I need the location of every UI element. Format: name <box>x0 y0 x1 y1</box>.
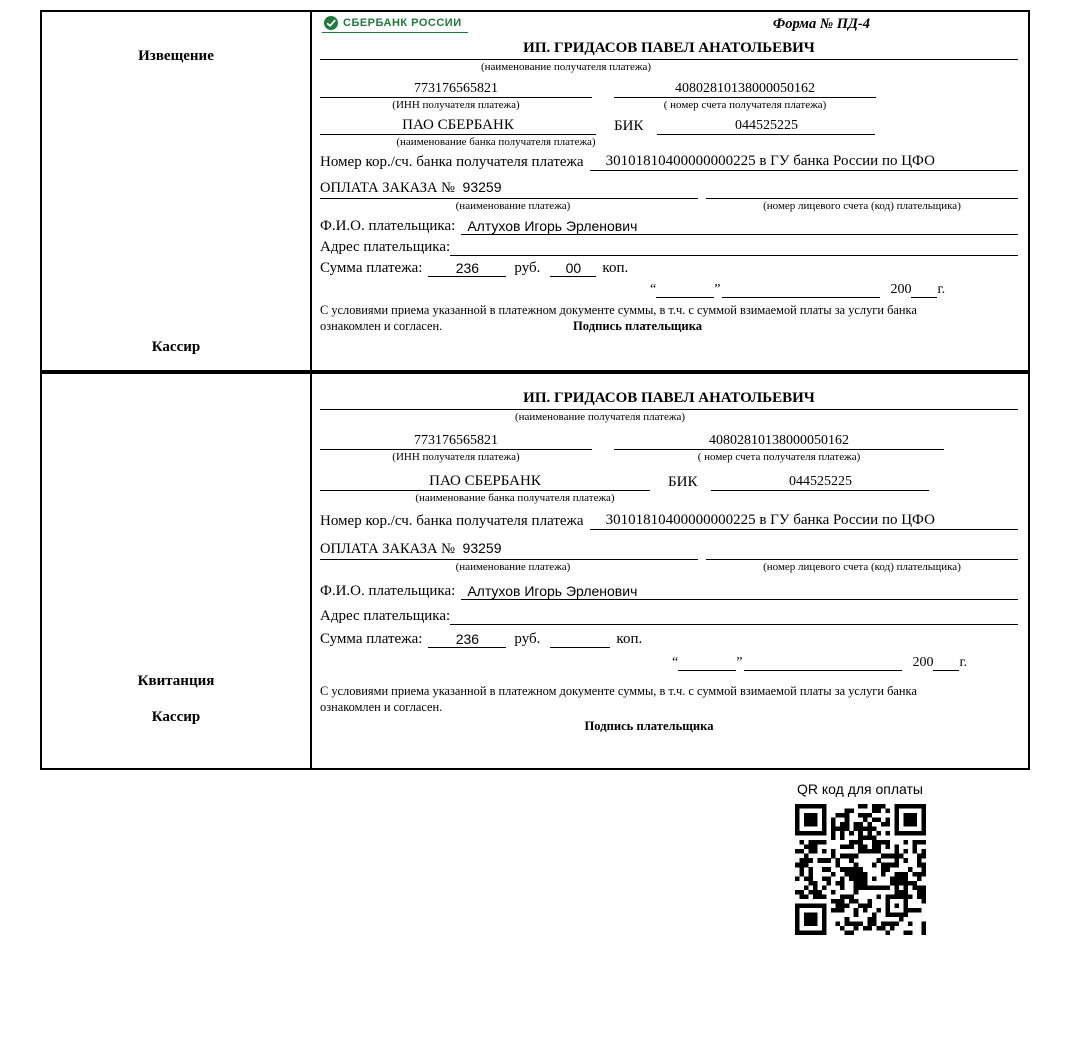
date-day-field <box>656 281 714 298</box>
rub-label: руб. <box>514 260 541 276</box>
notice-section <box>40 10 1030 372</box>
date-month-field <box>744 654 902 671</box>
sum-label: Сумма платежа: <box>320 631 423 647</box>
bik-field: 044525225 <box>711 474 929 491</box>
agreement-block <box>320 683 978 735</box>
amount-kop-field <box>550 631 610 648</box>
kop-label: коп. <box>616 631 643 647</box>
personal-account-field <box>706 182 1018 199</box>
personal-account-caption: (номер лицевого счета (код) плательщика) <box>763 200 961 212</box>
payer-label: Ф.И.О. плательщика: <box>320 218 456 234</box>
kop-label: коп. <box>602 260 629 276</box>
agreement-text: С условиями приема указанной в платежном документе суммы, в т.ч. с суммой взимаемой платы за услуги банка ознакомлен и согласен. <box>320 684 917 715</box>
bank-name-field: ПАО СБЕРБАНК <box>320 117 596 135</box>
notice-stub <box>42 12 312 370</box>
inn-field: 773176565821 <box>320 81 592 98</box>
payer-label: Ф.И.О. плательщика: <box>320 583 456 599</box>
amount-rub-field: 236 <box>428 631 506 648</box>
receipt-stub <box>42 374 312 768</box>
signature-label: Подпись плательщика <box>573 318 703 333</box>
payment-purpose-field <box>320 540 698 560</box>
signature-label: Подпись плательщика <box>584 719 714 734</box>
bik-label: БИК <box>614 118 644 134</box>
quote-close: ” <box>736 655 743 670</box>
personal-account-caption: (номер лицевого счета (код) плательщика) <box>763 561 961 573</box>
date-month-field <box>722 281 880 298</box>
purpose-label: ОПЛАТА ЗАКАЗА № <box>320 541 455 557</box>
purpose-label: ОПЛАТА ЗАКАЗА № <box>320 180 455 196</box>
form-number: Форма № ПД-4 <box>772 16 870 32</box>
date-line <box>650 281 1018 298</box>
payment-purpose-field <box>320 179 698 199</box>
sum-label: Сумма платежа: <box>320 260 423 276</box>
receipt-section <box>40 372 1030 770</box>
qr-label: QR код для оплаты <box>796 781 923 797</box>
inn-caption: (ИНН получателя платежа) <box>392 451 520 463</box>
quote-open: “ <box>672 655 679 670</box>
inn-field: 773176565821 <box>320 433 592 450</box>
date-line <box>672 654 1018 671</box>
agreement-text: С условиями приема указанной в платежном документе суммы, в т.ч. с суммой взимаемой платы за услуги банка ознакомлен и согласен. <box>320 303 917 334</box>
corr-account-field: 30101810400000000225 в ГУ банка России по ЦФО <box>590 512 1018 530</box>
bank-name-field: ПАО СБЕРБАНК <box>320 473 650 491</box>
amount-kop-field: 00 <box>550 260 596 277</box>
year-suffix: г. <box>937 282 946 297</box>
order-number: 93259 <box>462 540 502 556</box>
order-number: 93259 <box>462 179 502 195</box>
address-field <box>450 608 1018 625</box>
address-field <box>450 239 1018 256</box>
personal-account-field <box>706 543 1018 560</box>
year-prefix: 200 <box>912 655 934 670</box>
notice-main <box>312 12 1028 370</box>
recipient-name: ИП. ГРИДАСОВ ПАВЕЛ АНАТОЛЬЕВИЧ <box>320 390 1018 410</box>
bank-caption: (наименование банка получателя платежа) <box>396 136 596 148</box>
year-prefix: 200 <box>890 282 912 297</box>
corr-account-label: Номер кор./сч. банка получателя платежа <box>320 154 584 170</box>
cashier-label: Кассир <box>151 709 201 725</box>
bik-label: БИК <box>668 474 698 490</box>
quote-open: “ <box>650 282 657 297</box>
qr-code-image <box>795 804 926 935</box>
account-field: 40802810138000050162 <box>614 81 876 98</box>
sberbank-logo-text: СБЕРБАНК РОССИИ <box>343 17 462 29</box>
cashier-label: Кассир <box>151 339 201 355</box>
address-label: Адрес плательщика: <box>320 608 451 624</box>
purpose-caption: (наименование платежа) <box>455 561 571 573</box>
inn-caption: (ИНН получателя платежа) <box>392 99 520 111</box>
receipt-title: Квитанция <box>137 673 215 689</box>
recipient-caption: (наименование получателя платежа) <box>480 61 652 73</box>
year-field <box>911 281 937 298</box>
sberbank-logo-icon <box>324 16 338 30</box>
payer-name-field: Алтухов Игорь Эрленович <box>461 218 1018 235</box>
rub-label: руб. <box>514 631 541 647</box>
account-caption: ( номер счета получателя платежа) <box>663 99 827 111</box>
receipt-main <box>312 374 1028 768</box>
recipient-caption: (наименование получателя платежа) <box>514 411 686 423</box>
account-field: 40802810138000050162 <box>614 433 944 450</box>
date-day-field <box>678 654 736 671</box>
bik-field: 044525225 <box>657 118 875 135</box>
qr-payment-block <box>783 781 937 935</box>
agreement-block <box>320 302 978 334</box>
purpose-caption: (наименование платежа) <box>455 200 571 212</box>
account-caption: ( номер счета получателя платежа) <box>697 451 861 463</box>
notice-title: Извещение <box>138 48 214 64</box>
sberbank-logo <box>322 16 468 33</box>
year-suffix: г. <box>959 655 968 670</box>
payer-name-field: Алтухов Игорь Эрленович <box>461 583 1018 600</box>
year-field <box>933 654 959 671</box>
corr-account-label: Номер кор./сч. банка получателя платежа <box>320 513 584 529</box>
bank-caption: (наименование банка получателя платежа) <box>415 492 615 504</box>
recipient-name: ИП. ГРИДАСОВ ПАВЕЛ АНАТОЛЬЕВИЧ <box>320 40 1018 60</box>
address-label: Адрес плательщика: <box>320 239 451 255</box>
amount-rub-field: 236 <box>428 260 506 277</box>
quote-close: ” <box>714 282 721 297</box>
corr-account-field: 30101810400000000225 в ГУ банка России по ЦФО <box>590 153 1018 171</box>
